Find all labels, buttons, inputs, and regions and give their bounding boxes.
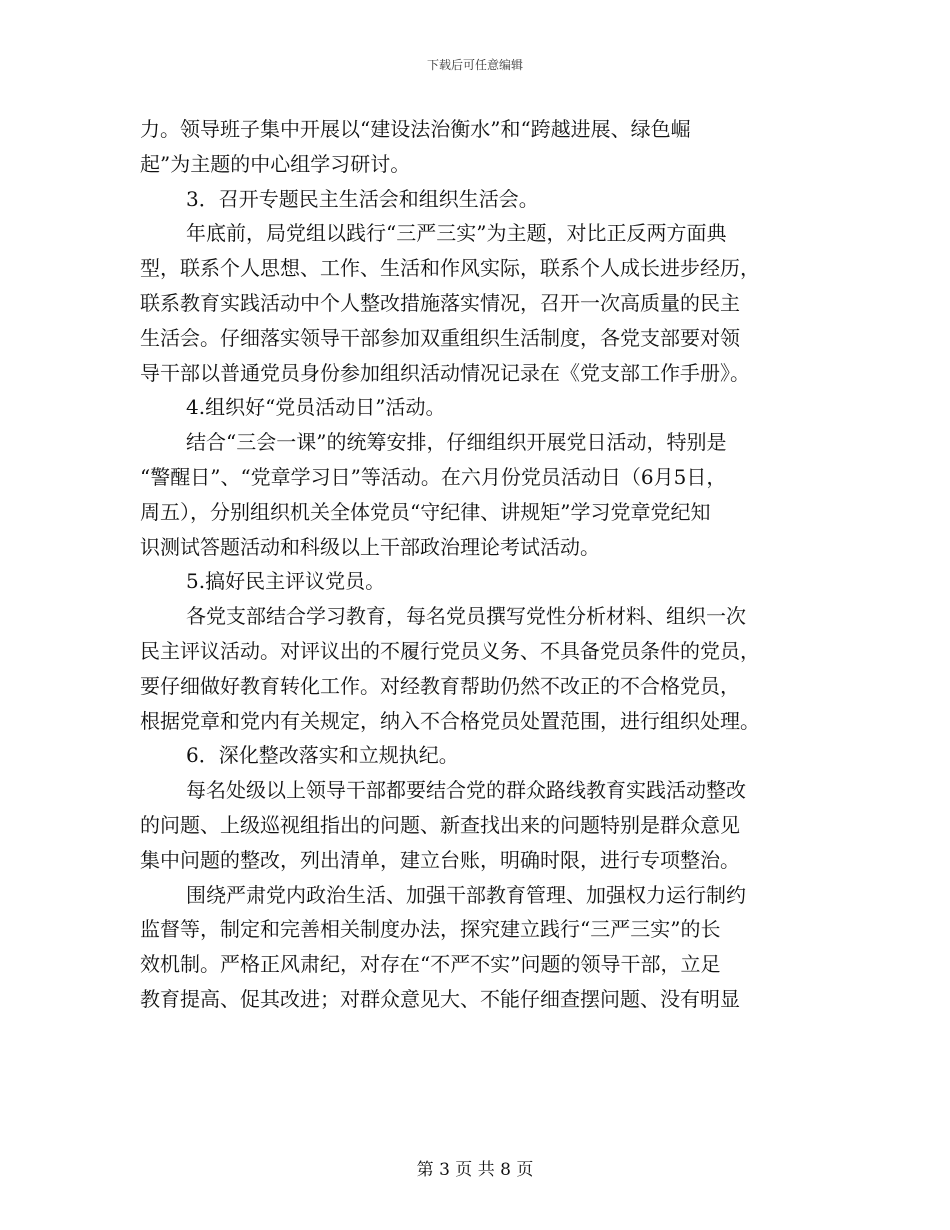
paragraph-line: 起”为主题的中心组学习研讨。 bbox=[140, 151, 411, 176]
paragraph-line: “警醒日”、“党章学习日”等活动。在六月份党员活动日（6月5日， bbox=[140, 464, 727, 489]
page-number: 第 3 页 共 8 页 bbox=[416, 1160, 534, 1180]
paragraph-line: 识测试答题活动和科级以上干部政治理论考试活动。 bbox=[140, 534, 600, 559]
paragraph-line: 效机制。严格正风肃纪，对存在“不严不实”问题的领导干部，立足 bbox=[140, 952, 721, 977]
paragraph-line: 集中问题的整改，列出清单，建立台账，明确时限，进行专项整治。 bbox=[140, 847, 740, 872]
paragraph-line: 每名处级以上领导干部都要结合党的群众路线教育实践活动整改 bbox=[186, 778, 746, 803]
paragraph-line: 的问题、上级巡视组指出的问题、新查找出来的问题特别是群众意见 bbox=[140, 812, 740, 837]
page-header: 下载后可任意编辑 bbox=[426, 58, 523, 72]
paragraph-line: 生活会。仔细落实领导干部参加双重组织生活制度，各党支部要对领 bbox=[140, 325, 740, 350]
paragraph-line: 结合“三会一课”的统筹安排，仔细组织开展党日活动，特别是 bbox=[186, 430, 727, 455]
paragraph-line: 联系教育实践活动中个人整改措施落实情况，召开一次高质量的民主 bbox=[140, 290, 740, 315]
paragraph-line: 根据党章和党内有关规定，纳入不合格党员处置范围，进行组织处理。 bbox=[140, 708, 760, 733]
document-body bbox=[140, 112, 820, 1017]
paragraph-line: 力。领导班子集中开展以“建设法治衡水”和“跨越进展、绿色崛 bbox=[140, 117, 691, 141]
section-heading: 4.组织好“党员活动日”活动。 bbox=[186, 395, 446, 420]
section-heading: 3．召开专题民主生活会和组织生活会。 bbox=[186, 186, 539, 211]
paragraph-line: 周五），分别组织机关全体党员“守纪律、讲规矩”学习党章党纪知 bbox=[140, 499, 711, 524]
paragraph-line: 各党支部结合学习教育，每名党员撰写党性分析材料、组织一次 bbox=[186, 604, 746, 629]
paragraph-line: 教育提高、促其改进；对群众意见大、不能仔细查摆问题、没有明显 bbox=[140, 986, 740, 1011]
paragraph-line: 年底前，局党组以践行“三严三实”为主题，对比正反两方面典 bbox=[186, 221, 727, 246]
paragraph-line: 型，联系个人思想、工作、生活和作风实际，联系个人成长进步经历， bbox=[140, 256, 760, 281]
section-heading: 5.搞好民主评议党员。 bbox=[186, 569, 386, 594]
paragraph-line: 要仔细做好教育转化工作。对经教育帮助仍然不改正的不合格党员， bbox=[140, 673, 740, 698]
paragraph-line: 民主评议活动。对评议出的不履行党员义务、不具备党员条件的党员， bbox=[140, 638, 760, 663]
paragraph-line: 导干部以普通党员身份参加组织活动情况记录在《党支部工作手册》。 bbox=[140, 360, 750, 385]
paragraph-line: 围绕严肃党内政治生活、加强干部教育管理、加强权力运行制约 bbox=[186, 882, 746, 907]
paragraph-line: 监督等，制定和完善相关制度办法，探究建立践行“三严三实”的长 bbox=[140, 917, 721, 942]
section-heading: 6．深化整改落实和立规执纪。 bbox=[186, 743, 459, 768]
